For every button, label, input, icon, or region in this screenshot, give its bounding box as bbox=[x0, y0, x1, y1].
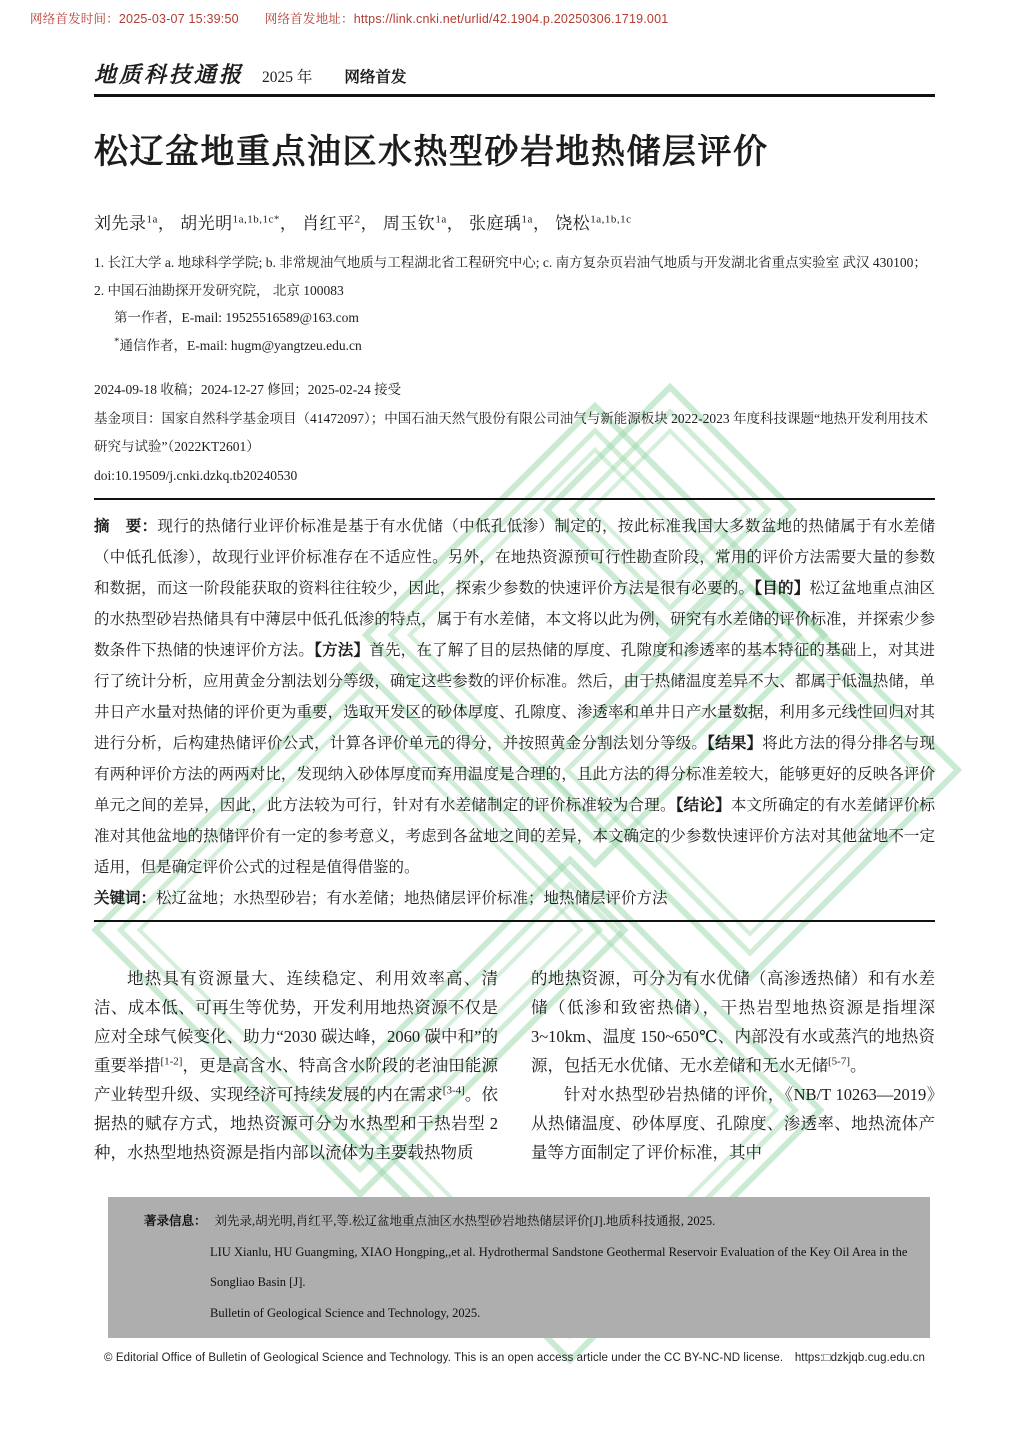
affiliation-1: 1. 长江大学 a. 地球科学学院; b. 非常规油气地质与工程湖北省工程研究中心; c. 南方复杂页岩油气地质与开发湖北省重点实验室 武汉 430100； bbox=[94, 255, 927, 270]
body-text: 的地热资源，可分为有水优储（高渗透热储）和有水差储（低渗和致密热储），干热岩型地热资源是指埋深 3~10km、温度 150~650℃、内部没有水或蒸汽的地热资源，包括无水优储、无水差储和无水无储 bbox=[531, 969, 935, 1075]
doi: doi:10.19509/j.cnki.dzkq.tb20240530 bbox=[94, 467, 298, 483]
author-affil-sup: 1a bbox=[435, 213, 447, 226]
abstract-bottom-rule bbox=[94, 920, 935, 922]
body-text: 。依据热的赋存方式，地热资源可分为水热型和干热岩型 2 种，水热型地热资源是指内部以流体为主要载热物质 bbox=[94, 1085, 499, 1162]
author-name: 肖红平 bbox=[302, 214, 355, 233]
received-dates: 2024-09-18 收稿；2024-12-27 修回；2025-02-24 接受 bbox=[94, 382, 402, 397]
online-first-url-label: 网络首发地址： bbox=[264, 12, 354, 26]
online-first-time: 2025-03-07 15:39:50 bbox=[118, 12, 239, 26]
abstract-top-rule bbox=[94, 498, 935, 500]
corresponding-address: hugm@yangtzeu.edu.cn bbox=[230, 337, 362, 353]
body-columns bbox=[94, 964, 935, 1167]
author-separator: ， bbox=[446, 214, 465, 233]
author-affil-sup: 2 bbox=[354, 213, 361, 226]
author-separator: ， bbox=[157, 214, 176, 233]
license-footer: © Editorial Office of Bulletin of Geological Science and Technology. This is an open access article under the CC BY-NC-ND license. https:□dzkjqb.cug.edu.cn bbox=[103, 1352, 925, 1364]
citation-info-box bbox=[108, 1197, 930, 1338]
author-affil-sup: 1a bbox=[146, 213, 158, 226]
keywords-text: 松辽盆地；水热型砂岩；有水差储；地热储层评价标准；地热储层评价方法 bbox=[156, 890, 668, 907]
first-author-email bbox=[94, 304, 935, 332]
abstract-text: 本文所确定的有水差储评价标准对其他盆地的热储评价有一定的参考意义，考虑到各盆地之间的差异，本文确定的少参数快速评价方法对其他盆地不一定适用，但是确定评价公式的过程是值得借鉴的。 bbox=[94, 797, 935, 876]
body-column-right bbox=[531, 964, 935, 1167]
keywords-label: 关键词： bbox=[94, 890, 157, 907]
citation-ref: [3-4] bbox=[442, 1084, 465, 1097]
abstract-text: 现行的热储行业评价标准是基于有水优储（中低孔低渗）制定的，按此标准我国大多数盆地的热储属于有水差储（中低孔低渗），故现行业评价标准存在不适应性。另外，在地热资源预可行性勘查阶段，常用的评价方法需要大量的参数和数据，而这一阶段能获取的资料往往较少，因此，探索少参数的快速评价方法是很有必要的。 bbox=[94, 518, 935, 597]
affiliation-block bbox=[94, 249, 935, 359]
journal-status: 网络首发 bbox=[344, 69, 407, 86]
author-affil-sup: 1a,1b,1c* bbox=[232, 213, 280, 226]
author-affil-sup: 1a bbox=[521, 213, 533, 226]
abstract-text: 将此方法的得分排名与现有两种评价方法的两两对比，发现纳入砂体厚度而弃用温度是合理的，且此方法的得分标准差较大，能够更好的反映各评价单元之间的差异，因此，此方法较为可行，针对有水差储制定的评价标准较为合理。 bbox=[94, 735, 935, 814]
online-first-url: https://link.cnki.net/urlid/42.1904.p.20250306.1719.001 bbox=[353, 12, 669, 26]
author-name: 刘先录 bbox=[94, 214, 147, 233]
abstract-marker-results: 【结果】 bbox=[707, 735, 763, 752]
author-separator: ， bbox=[279, 214, 298, 233]
citation-en-line2: Bulletin of Geological Science and Technology, 2025. bbox=[210, 1305, 481, 1320]
affiliation-2: 2. 中国石油勘探开发研究院， 北京 100083 bbox=[94, 282, 344, 298]
author-separator: ， bbox=[360, 214, 379, 233]
abstract-text: 松辽盆地重点油区的水热型砂岩热储具有中薄层中低孔低渗的特点，属于有水差储，本文将以此为例，研究有水差储的评价标准，并探索少参数条件下热储的快速评价方法。 bbox=[94, 580, 935, 659]
citation-cn: 刘先录,胡光明,肖红平,等.松辽盆地重点油区水热型砂岩地热储层评价[J].地质科技通报, 2025. bbox=[214, 1214, 716, 1228]
abstract-marker-conclusion: 【结论】 bbox=[675, 797, 731, 814]
first-author-address: 19525516589@163.com bbox=[225, 310, 359, 325]
author-name: 胡光明 bbox=[180, 214, 233, 233]
author-name: 张庭瑀 bbox=[469, 214, 522, 233]
header-rule bbox=[94, 94, 935, 97]
body-paragraph: 针对水热型砂岩热储的评价，《NB/T 10263—2019》从热储温度、砂体厚度、孔隙度、渗透率、地热流体产量等方面制定了评价标准，其中 bbox=[531, 1085, 935, 1162]
corresponding-star: * bbox=[114, 335, 120, 347]
citation-cn-line bbox=[144, 1206, 912, 1237]
author-name: 饶松 bbox=[555, 214, 591, 233]
citation-label: 著录信息： bbox=[144, 1214, 207, 1228]
online-first-time-label: 网络首发时间： bbox=[30, 12, 119, 26]
body-text: 。 bbox=[850, 1056, 867, 1075]
abstract-text: 首先，在了解了目的层热储的厚度、孔隙度和渗透率的基本特征的基础上，对其进行了统计分析，应用黄金分割法划分等级，确定这些参数的评价标准。然后，由于热储温度差异不大、都属于低温热储，单井日产水量对热储的评价更为重要，选取开发区的砂体厚度、孔隙度、渗透率和单井日产水量数据，利用多元线性回归对其进行分析，后构建热储评价公式，计算各评价单元的得分，并按照黄金分割法划分等级。 bbox=[94, 642, 935, 752]
funding-note: 基金项目：国家自然科学基金项目（41472097）；中国石油天然气股份有限公司油气与新能源板块 2022-2023 年度科技课题“地热开发利用技术研究与试验”（2022KT2601） bbox=[94, 410, 928, 454]
journal-name: 地质科技通报 bbox=[94, 62, 245, 87]
body-column-left bbox=[94, 964, 498, 1167]
citation-ref: [1-2] bbox=[160, 1055, 183, 1068]
body-text: 地热具有资源量大、连续稳定、利用效率高、清洁、成本低、可再生等优势，开发利用地热资源不仅是应对全球气候变化、助力“2030 碳达峰，2060 碳中和”的重要举措 bbox=[94, 969, 498, 1075]
abstract-marker-methods: 【方法】 bbox=[314, 642, 370, 659]
abstract bbox=[94, 511, 935, 883]
body-text: ，更是高含水、特高含水阶段的老油田能源产业转型升级、实现经济可持续发展的内在需求 bbox=[94, 1056, 499, 1104]
journal-year: 2025 年 bbox=[262, 69, 313, 86]
body-paragraph bbox=[531, 964, 935, 1080]
corresponding-label: 通信作者，E-mail: bbox=[119, 337, 231, 353]
author-name: 周玉钦 bbox=[382, 214, 436, 233]
author-line bbox=[94, 209, 935, 234]
body-paragraph bbox=[94, 964, 498, 1167]
first-author-label: 第一作者，E-mail: bbox=[114, 310, 226, 325]
abstract-marker-objective: 【目的】 bbox=[754, 580, 810, 597]
page-title: 松辽盆地重点油区水热型砂岩地热储层评价 bbox=[94, 134, 769, 171]
author-separator: ， bbox=[532, 214, 551, 233]
abstract-label: 摘 要： bbox=[94, 518, 158, 535]
corresponding-author-email bbox=[94, 332, 935, 360]
author-affil-sup: 1a,1b,1c bbox=[590, 213, 632, 226]
citation-en-line1: LIU Xianlu, HU Guangming, XIAO Hongping,,et al. Hydrothermal Sandstone Geothermal Reservoir Evaluation of the Key Oil Area in the Songliao Basin [J]. bbox=[210, 1244, 908, 1289]
meta-block bbox=[94, 376, 935, 490]
keywords-line bbox=[94, 883, 935, 914]
journal-header bbox=[94, 58, 935, 89]
citation-ref: [5-7] bbox=[828, 1055, 850, 1068]
